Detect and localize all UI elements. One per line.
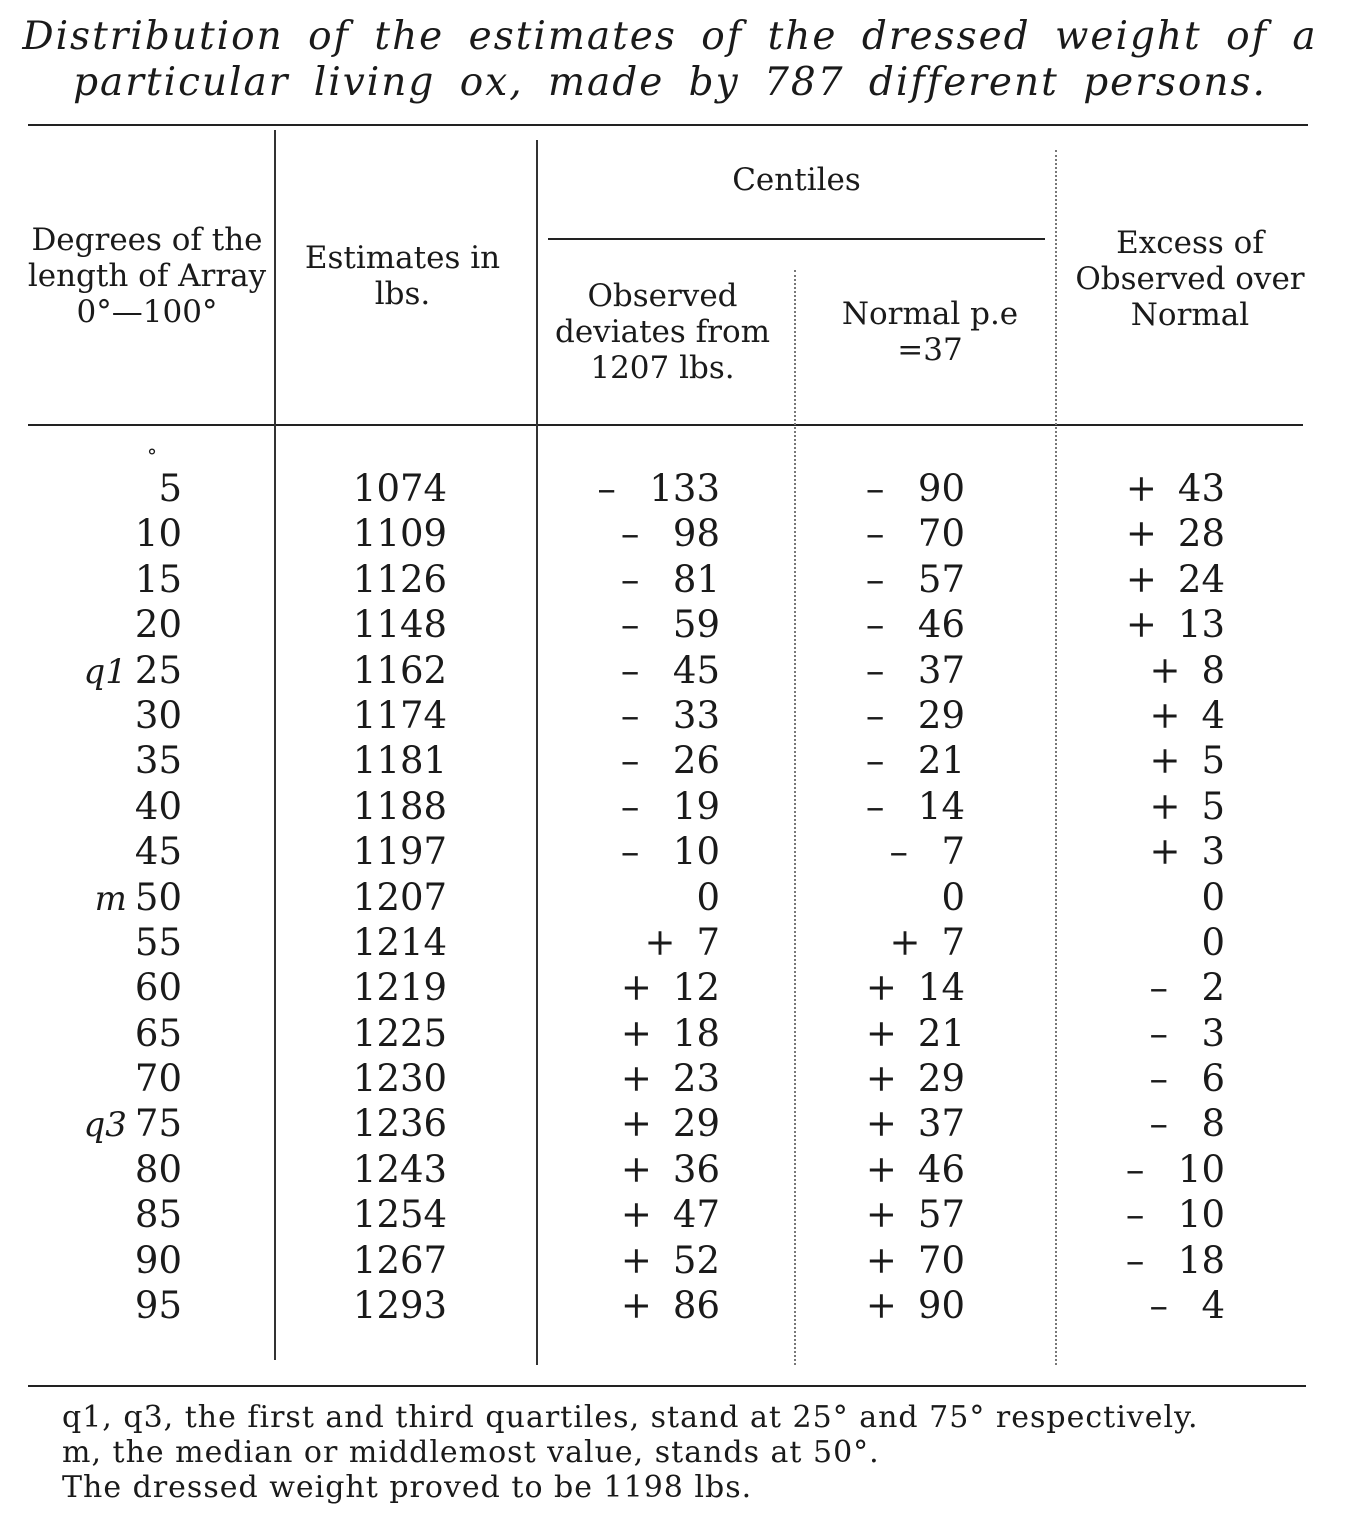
sign: + <box>865 1284 897 1328</box>
value: 18 <box>1177 1238 1225 1282</box>
value: 6 <box>1201 1057 1225 1101</box>
sign: + <box>865 1238 897 1282</box>
value: 4 <box>1201 693 1225 737</box>
sign: – <box>1125 1238 1145 1282</box>
sign: + <box>1125 603 1157 647</box>
estimate-cell: 1197 <box>352 830 448 874</box>
estimate-cell: 1207 <box>352 875 448 919</box>
value: 90 <box>917 1284 965 1328</box>
value: 23 <box>672 1057 720 1101</box>
sign: + <box>865 1147 897 1191</box>
value: 86 <box>672 1284 720 1328</box>
estimate-cell: 1148 <box>352 603 448 647</box>
estimate-cell: 1109 <box>352 512 448 556</box>
value: 37 <box>917 1102 965 1146</box>
sign: – <box>889 830 908 874</box>
estimate-cell: 1225 <box>352 1011 448 1055</box>
sign: + <box>1125 512 1157 556</box>
value: 13 <box>1177 603 1225 647</box>
observed-cell <box>560 511 720 556</box>
normal-cell <box>820 648 965 693</box>
degree-cell <box>30 738 182 783</box>
estimate-cell: 1074 <box>352 467 448 510</box>
value: 3 <box>1201 1011 1225 1055</box>
divider-2 <box>536 140 538 1365</box>
value: 57 <box>917 1193 965 1237</box>
normal-cell <box>820 557 965 602</box>
degree-cell <box>30 1283 182 1328</box>
sign: + <box>865 1011 897 1055</box>
value: 19 <box>672 784 720 828</box>
observed-cell <box>560 829 720 874</box>
sign: – <box>620 557 640 601</box>
normal-cell <box>820 1011 965 1056</box>
value: 45 <box>672 648 720 692</box>
estimate-cell: 1162 <box>352 648 448 692</box>
degree-value: 50 <box>134 875 182 919</box>
degree-cell <box>30 1192 182 1237</box>
value: 21 <box>917 1011 965 1055</box>
degree-cell <box>30 693 182 738</box>
value: 2 <box>1201 966 1225 1010</box>
estimate-cell: 1293 <box>352 1284 448 1328</box>
value: 7 <box>941 920 965 964</box>
value: 46 <box>917 1147 965 1191</box>
sign: + <box>620 1057 652 1101</box>
value: 3 <box>1201 830 1225 874</box>
value: 12 <box>672 966 720 1010</box>
degree-value: 70 <box>134 1057 182 1101</box>
sign: – <box>1149 1011 1168 1055</box>
value: 14 <box>917 784 965 828</box>
sign: – <box>865 648 885 692</box>
excess-cell <box>1080 602 1225 647</box>
degree-cell <box>30 1101 182 1146</box>
sign: + <box>1149 739 1181 783</box>
sign: – <box>620 603 640 647</box>
sign: + <box>1125 557 1157 601</box>
estimate-cell: 1214 <box>352 920 448 964</box>
estimate-cell: 1174 <box>352 693 448 737</box>
excess-cell <box>1080 466 1225 511</box>
value: 7 <box>696 920 720 964</box>
degree-value: 75 <box>134 1102 182 1146</box>
value: 43 <box>1177 467 1225 510</box>
estimate-cell: 1267 <box>352 1238 448 1282</box>
degree-cell <box>30 648 182 693</box>
value: 7 <box>941 830 965 874</box>
sign: + <box>865 966 897 1010</box>
observed-cell <box>560 602 720 647</box>
degree-value: 90 <box>134 1238 182 1282</box>
sign: – <box>865 603 885 647</box>
estimates-column <box>300 466 500 1328</box>
estimate-cell: 1254 <box>352 1193 448 1237</box>
degree-cell <box>30 1011 182 1056</box>
sign: + <box>1125 467 1157 510</box>
sign: – <box>620 693 640 737</box>
excess-cell: 0 <box>1201 920 1225 964</box>
sign: + <box>620 1238 652 1282</box>
sign: + <box>620 966 652 1010</box>
degree-cell <box>30 875 182 920</box>
table-title: Distribution of the estimates of the dressed weight of a particular living ox, made by 787 different persons. <box>22 14 1318 105</box>
value: 70 <box>917 512 965 556</box>
footnote-dressed-weight: The dressed weight proved to be 1198 lbs. <box>62 1470 753 1505</box>
degree-cell <box>30 965 182 1010</box>
divider-3 <box>794 270 796 1365</box>
degree-cell <box>30 829 182 874</box>
degree-value: 25 <box>134 648 182 692</box>
header-estimates: Estimates in lbs. <box>304 240 501 312</box>
degree-value: 15 <box>134 557 182 601</box>
sign: – <box>620 830 640 874</box>
value: 46 <box>917 603 965 647</box>
footnote-quartiles: q1, q3, the first and third quartiles, stand at 25° and 75° respectively. <box>62 1400 1199 1435</box>
degrees-column <box>30 466 182 1328</box>
value: 10 <box>672 830 720 874</box>
value: 36 <box>672 1147 720 1191</box>
value: 5 <box>1201 784 1225 828</box>
value: 70 <box>917 1238 965 1282</box>
bottom-rule <box>28 1385 1306 1387</box>
header-rule <box>28 424 1303 426</box>
normal-cell <box>820 784 965 829</box>
degree-value: 30 <box>134 693 182 737</box>
value: 59 <box>672 603 720 647</box>
value: 24 <box>1177 557 1225 601</box>
observed-column <box>560 466 720 1328</box>
excess-cell <box>1080 1283 1225 1328</box>
degree-value: 5 <box>158 467 182 510</box>
degree-value: 85 <box>134 1193 182 1237</box>
normal-cell <box>820 693 965 738</box>
degree-value: 20 <box>134 603 182 647</box>
excess-cell <box>1080 557 1225 602</box>
estimate-cell: 1230 <box>352 1057 448 1101</box>
degree-cell <box>30 1147 182 1192</box>
degree-value: 95 <box>134 1284 182 1328</box>
estimate-cell: 1219 <box>352 966 448 1010</box>
normal-cell <box>820 829 965 874</box>
normal-cell <box>820 1101 965 1146</box>
sign: + <box>620 1011 652 1055</box>
observed-cell <box>560 738 720 783</box>
value: 29 <box>917 693 965 737</box>
normal-cell <box>820 1238 965 1283</box>
degree-value: 40 <box>134 784 182 828</box>
degree-cell <box>30 511 182 556</box>
normal-cell <box>820 1283 965 1328</box>
excess-cell <box>1080 1192 1225 1237</box>
degree-value: 60 <box>134 966 182 1010</box>
value: 21 <box>917 739 965 783</box>
value: 28 <box>1177 512 1225 556</box>
sign: – <box>865 512 885 556</box>
divider-1 <box>274 130 276 1360</box>
excess-cell <box>1080 965 1225 1010</box>
normal-cell <box>820 602 965 647</box>
sign: – <box>597 467 616 510</box>
excess-cell <box>1080 648 1225 693</box>
excess-cell <box>1080 1147 1225 1192</box>
row-marker: m <box>94 878 127 919</box>
observed-cell <box>560 920 720 965</box>
sign: – <box>1125 1147 1145 1191</box>
normal-cell <box>820 466 965 511</box>
footnote-median: m, the median or middlemost value, stands at 50°. <box>62 1435 880 1470</box>
sign: + <box>620 1193 652 1237</box>
normal-column <box>820 466 965 1328</box>
value: 47 <box>672 1193 720 1237</box>
degree-mark: ° <box>147 444 157 468</box>
row-marker: q3 <box>83 1105 127 1146</box>
header-observed: Observed deviates from 1207 lbs. <box>554 278 771 386</box>
observed-cell <box>560 1056 720 1101</box>
value: 90 <box>917 467 965 510</box>
excess-cell <box>1080 738 1225 783</box>
excess-cell <box>1080 1056 1225 1101</box>
degree-value: 35 <box>134 739 182 783</box>
top-rule <box>28 124 1308 126</box>
sign: + <box>889 920 921 964</box>
degree-cell <box>30 557 182 602</box>
value: 81 <box>672 557 720 601</box>
centiles-rule <box>548 238 1045 240</box>
sign: – <box>1149 1057 1168 1101</box>
degree-value: 65 <box>134 1011 182 1055</box>
normal-cell <box>820 1056 965 1101</box>
estimate-cell: 1236 <box>352 1102 448 1146</box>
sign: – <box>1149 966 1168 1010</box>
observed-cell <box>560 965 720 1010</box>
value: 29 <box>917 1057 965 1101</box>
value: 4 <box>1201 1284 1225 1328</box>
header-centiles: Centiles <box>732 162 861 198</box>
sign: – <box>865 557 885 601</box>
degree-cell <box>30 602 182 647</box>
normal-cell <box>820 511 965 556</box>
observed-cell <box>560 466 720 511</box>
sign: + <box>1149 693 1181 737</box>
degree-value: 10 <box>134 512 182 556</box>
degree-cell <box>30 466 182 511</box>
value: 52 <box>672 1238 720 1282</box>
sign: + <box>1149 830 1181 874</box>
excess-cell <box>1080 784 1225 829</box>
observed-cell <box>560 693 720 738</box>
excess-cell <box>1080 693 1225 738</box>
sign: + <box>1149 648 1181 692</box>
row-marker: q1 <box>83 651 127 692</box>
excess-cell <box>1080 1238 1225 1283</box>
excess-cell <box>1080 829 1225 874</box>
observed-cell <box>560 1101 720 1146</box>
value: 57 <box>917 557 965 601</box>
excess-cell <box>1080 511 1225 556</box>
value: 10 <box>1177 1193 1225 1237</box>
excess-column <box>1080 466 1225 1328</box>
sign: – <box>620 512 640 556</box>
sign: + <box>644 920 676 964</box>
observed-cell <box>560 1147 720 1192</box>
observed-cell: 0 <box>696 875 720 919</box>
sign: + <box>620 1147 652 1191</box>
sign: – <box>865 467 885 510</box>
estimate-cell: 1126 <box>352 557 448 601</box>
divider-4 <box>1055 150 1057 1365</box>
sign: – <box>620 784 640 828</box>
excess-cell: 0 <box>1201 875 1225 919</box>
normal-cell <box>820 920 965 965</box>
sign: + <box>865 1057 897 1101</box>
normal-cell <box>820 965 965 1010</box>
value: 26 <box>672 739 720 783</box>
observed-cell <box>560 1238 720 1283</box>
sign: – <box>865 693 885 737</box>
sign: + <box>620 1284 652 1328</box>
value: 29 <box>672 1102 720 1146</box>
observed-cell <box>560 784 720 829</box>
normal-cell <box>820 1147 965 1192</box>
sign: – <box>620 648 640 692</box>
estimate-cell: 1188 <box>352 784 448 828</box>
degree-cell <box>30 1238 182 1283</box>
sign: + <box>865 1102 897 1146</box>
degree-value: 55 <box>134 920 182 964</box>
sign: – <box>1149 1284 1168 1328</box>
value: 8 <box>1201 648 1225 692</box>
sign: + <box>1149 784 1181 828</box>
observed-cell <box>560 1011 720 1056</box>
normal-cell <box>820 1192 965 1237</box>
normal-cell <box>820 738 965 783</box>
normal-cell: 0 <box>941 875 965 919</box>
degree-cell <box>30 784 182 829</box>
estimate-cell: 1243 <box>352 1147 448 1191</box>
observed-cell <box>560 1192 720 1237</box>
degree-cell <box>30 920 182 965</box>
excess-cell <box>1080 1101 1225 1146</box>
header-normal: Normal p.e =37 <box>841 296 1019 368</box>
value: 98 <box>672 512 720 556</box>
excess-cell <box>1080 1011 1225 1056</box>
value: 37 <box>917 648 965 692</box>
value: 8 <box>1201 1102 1225 1146</box>
sign: + <box>620 1102 652 1146</box>
footnotes <box>62 1400 1322 1505</box>
value: 18 <box>672 1011 720 1055</box>
observed-cell <box>560 648 720 693</box>
sign: – <box>1125 1193 1145 1237</box>
observed-cell <box>560 1283 720 1328</box>
degree-value: 80 <box>134 1147 182 1191</box>
sign: – <box>1149 1102 1168 1146</box>
sign: + <box>865 1193 897 1237</box>
sign: – <box>865 739 885 783</box>
sign: – <box>620 739 640 783</box>
estimate-cell: 1181 <box>352 739 448 783</box>
value: 133 <box>649 467 720 510</box>
value: 10 <box>1177 1147 1225 1191</box>
observed-cell <box>560 557 720 602</box>
value: 5 <box>1201 739 1225 783</box>
header-excess: Excess of Observed over Normal <box>1075 225 1305 333</box>
sign: – <box>865 784 885 828</box>
header-degrees: Degrees of the length of Array 0°—100° <box>27 222 267 330</box>
degree-value: 45 <box>134 830 182 874</box>
degree-cell <box>30 1056 182 1101</box>
value: 33 <box>672 693 720 737</box>
value: 14 <box>917 966 965 1010</box>
